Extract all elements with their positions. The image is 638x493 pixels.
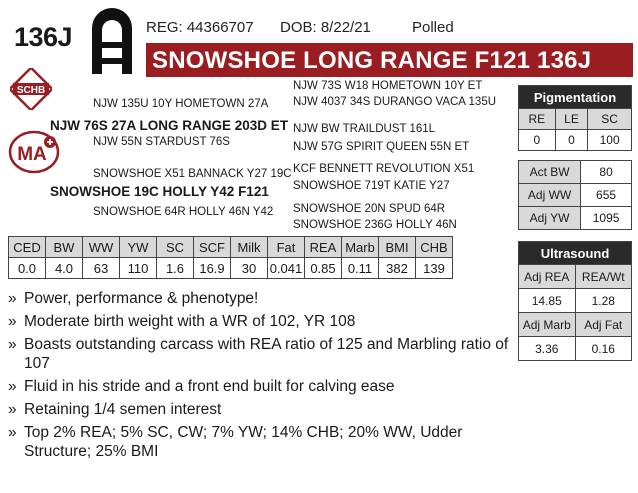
pigmentation-table	[518, 85, 632, 151]
actual-label: Adj YW	[519, 207, 581, 230]
epd-value-row	[9, 258, 453, 279]
animal-name: SNOWSHOE LONG RANGE F121 136J	[152, 47, 592, 74]
pedigree-dam: SNOWSHOE 19C HOLLY Y42 F121	[50, 184, 269, 199]
ultrasound-value: 3.36	[519, 337, 576, 361]
ultrasound-label: Adj Marb	[519, 313, 576, 337]
epd-header: WW	[83, 237, 120, 258]
epd-header: SCF	[194, 237, 231, 258]
epd-value: 1.6	[157, 258, 194, 279]
epd-value: 110	[120, 258, 157, 279]
ultrasound-label: REA/Wt	[575, 265, 632, 289]
actual-label: Adj WW	[519, 184, 581, 207]
ultrasound-value: 1.28	[575, 289, 632, 313]
pedigree-dam-dam: SNOWSHOE 64R HOLLY 46N Y42	[93, 206, 274, 218]
actual-value: 1095	[581, 207, 632, 230]
epd-value: 0.11	[342, 258, 379, 279]
epd-header: BW	[46, 237, 83, 258]
pigmentation-value: 0	[555, 130, 588, 151]
pedigree-dam-sire: SNOWSHOE X51 BANNACK Y27 19C	[93, 168, 292, 180]
pedigree-sire-sire: NJW 135U 10Y HOMETOWN 27A	[93, 98, 269, 110]
highlight-item: » Moderate birth weight with a WR of 102, YR 108	[8, 312, 513, 331]
highlight-item: » Boasts outstanding carcass with REA ratio of 125 and Marbling ratio of 107	[8, 335, 513, 373]
highlights-list	[8, 289, 513, 465]
highlight-item: » Power, performance & phenotype!	[8, 289, 513, 308]
epd-value: 30	[231, 258, 268, 279]
epd-header: CHB	[416, 237, 453, 258]
brand-logo-icon	[88, 6, 136, 76]
pigmentation-label: RE	[519, 109, 556, 130]
pedigree-ddd: SNOWSHOE 236G HOLLY 46N	[293, 219, 457, 231]
pigmentation-value: 0	[519, 130, 556, 151]
schb-logo-text: SCHB	[16, 85, 46, 96]
epd-header: Marb	[342, 237, 379, 258]
epd-table	[8, 236, 453, 279]
pedigree-dsd: SNOWSHOE 719T KATIE Y27	[293, 180, 450, 192]
pigmentation-label: SC	[588, 109, 632, 130]
epd-header-row	[9, 237, 453, 258]
epd-value: 0.0	[9, 258, 46, 279]
lot-number: 136J	[14, 22, 73, 52]
actual-value: 655	[581, 184, 632, 207]
ultrasound-title: Ultrasound	[519, 242, 632, 265]
actual-value: 80	[581, 161, 632, 184]
epd-value: 4.0	[46, 258, 83, 279]
registration-number: REG: 44366707	[146, 19, 254, 36]
pedigree-sds: NJW BW TRAILDUST 161L	[293, 123, 436, 135]
polled-status: Polled	[412, 19, 454, 36]
ultrasound-table	[518, 241, 632, 361]
highlight-item: » Top 2% REA; 5% SC, CW; 7% YW; 14% CHB; 20% WW, Udder Structure; 25% BMI	[8, 423, 513, 461]
epd-header: SC	[157, 237, 194, 258]
actual-label: Act BW	[519, 161, 581, 184]
pigmentation-value: 100	[588, 130, 632, 151]
ultrasound-value: 0.16	[575, 337, 632, 361]
ultrasound-value: 14.85	[519, 289, 576, 313]
pedigree-sss: NJW 73S W18 HOMETOWN 10Y ET	[293, 80, 483, 92]
epd-value: 63	[83, 258, 120, 279]
pedigree-ssd: NJW 4037 34S DURANGO VACA 135U	[293, 96, 497, 108]
ultrasound-label: Adj REA	[519, 265, 576, 289]
pedigree-dds: SNOWSHOE 20N SPUD 64R	[293, 203, 446, 215]
ma-logo-text: MA	[17, 144, 47, 165]
epd-header: REA	[305, 237, 342, 258]
pigmentation-title: Pigmentation	[519, 86, 632, 109]
epd-value: 0.85	[305, 258, 342, 279]
pedigree-dss: KCF BENNETT REVOLUTION X51	[293, 163, 475, 175]
epd-header: Milk	[231, 237, 268, 258]
epd-value: 0.041	[268, 258, 305, 279]
highlight-item: » Retaining 1/4 semen interest	[8, 400, 513, 419]
ma-logo-icon	[8, 128, 60, 176]
highlight-item: » Fluid in his stride and a front end built for calving ease	[8, 377, 513, 396]
epd-header: CED	[9, 237, 46, 258]
pedigree-sire: NJW 76S 27A LONG RANGE 203D ET	[50, 118, 289, 133]
date-of-birth: DOB: 8/22/21	[280, 19, 371, 36]
pedigree-sire-dam: NJW 55N STARDUST 76S	[93, 136, 230, 148]
pedigree-sdd: NJW 57G SPIRIT QUEEN 55N ET	[293, 141, 470, 153]
epd-header: Fat	[268, 237, 305, 258]
epd-value: 382	[379, 258, 416, 279]
ultrasound-label: Adj Fat	[575, 313, 632, 337]
epd-header: YW	[120, 237, 157, 258]
pigmentation-label: LE	[555, 109, 588, 130]
epd-header: BMI	[379, 237, 416, 258]
actuals-table	[518, 160, 632, 230]
schb-logo-icon	[10, 68, 52, 110]
epd-value: 16.9	[194, 258, 231, 279]
epd-value: 139	[416, 258, 453, 279]
